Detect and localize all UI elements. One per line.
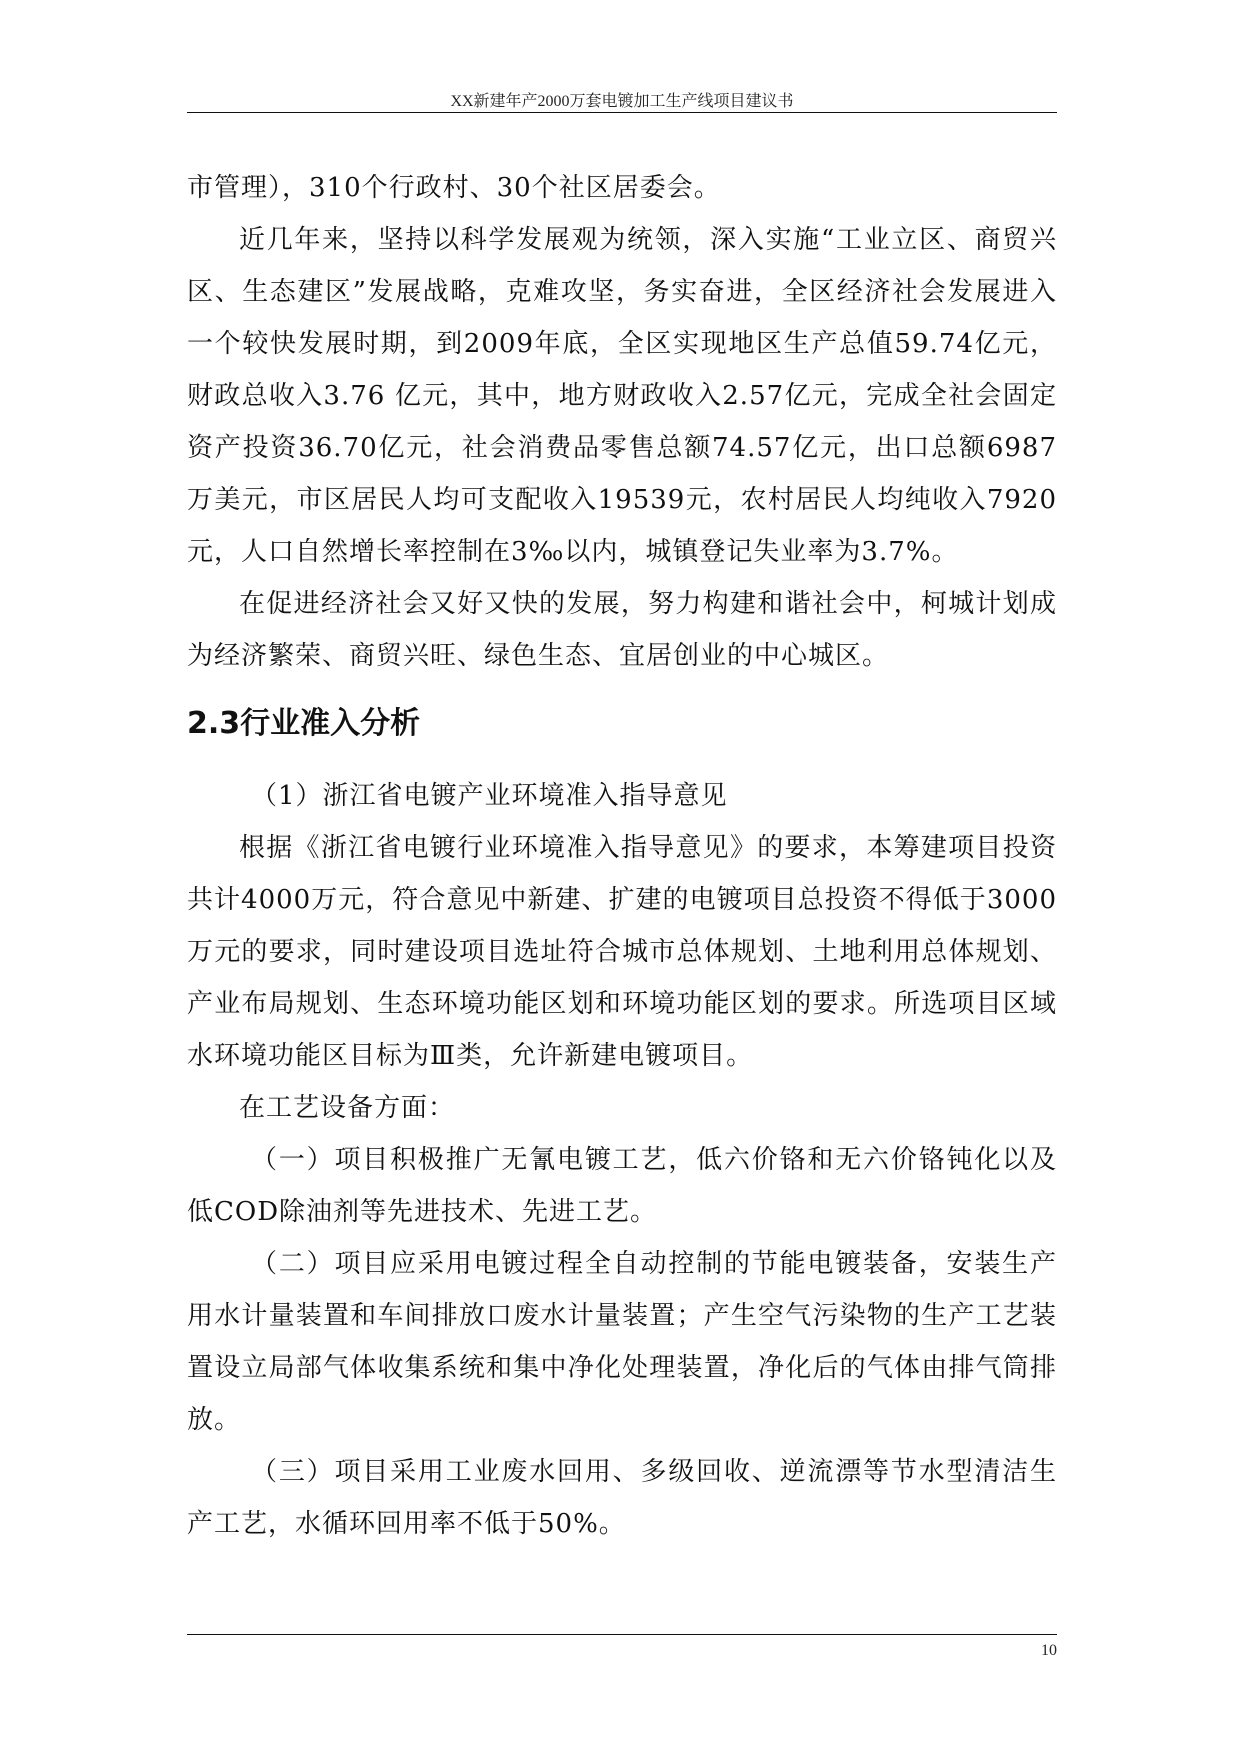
paragraph-access-guidance: 根据《浙江省电镀行业环境准入指导意见》的要求，本筹建项目投资共计4000万元，符合意见中新建、扩建的电镀项目总投资不得低于3000万元的要求，同时建设项目选址符合城市总体规划、土地利用总体规划、产业布局规划、生态环境功能区划和环境功能区划的要求。所选项目区域水环境功能区目标为Ⅲ类，允许新建电镀项目。 [187,833,1057,1071]
footer-rule [187,1634,1057,1635]
list-item-three: （三）项目采用工业废水回用、多级回收、逆流漂等节水型清洁生产工艺，水循环回用率不低于50%。 [187,1457,1057,1539]
list-item-one: （一）项目积极推广无氰电镀工艺，低六价铬和无六价铬钝化以及低COD除油剂等先进技术、先进工艺。 [187,1145,1057,1227]
page-body [187,162,1057,1550]
list-item-two: （二）项目应采用电镀过程全自动控制的节能电镀装备，安装生产用水计量装置和车间排放口废水计量装置；产生空气污染物的生产工艺装置设立局部气体收集系统和集中净化处理装置，净化后的气体由排气筒排放。 [187,1249,1057,1435]
subsection-title: （1）浙江省电镀产业环境准入指导意见 [251,781,728,811]
page-number: 10 [1041,1642,1057,1659]
paragraph-admin-divisions: 市管理），310个行政村、30个社区居委会。 [187,173,721,203]
running-header: XX新建年产2000万套电镀加工生产线项目建议书 [450,93,794,110]
paragraph-process-equipment: 在工艺设备方面： [239,1093,456,1123]
paragraph-city-plan: 在促进经济社会又好又快的发展，努力构建和谐社会中，柯城计划成为经济繁荣、商贸兴旺、绿色生态、宜居创业的中心城区。 [187,589,1057,671]
paragraph-economic-development: 近几年来，坚持以科学发展观为统领，深入实施“工业立区、商贸兴区、生态建区”发展战略，克难攻坚，务实奋进，全区经济社会发展进入一个较快发展时期，到2009年底，全区实现地区生产总值59.74亿元，财政总收入3.76 亿元，其中，地方财政收入2.57亿元，完成全社会固定资产投资36.70亿元，社会消费品零售总额74.57亿元，出口总额6987万美元，市区居民人均可支配收入19539元，农村居民人均纯收入7920元，人口自然增长率控制在3‰以内，城镇登记失业率为3.7%。 [187,225,1057,567]
section-heading: 2.3行业准入分析 [187,706,421,741]
header-rule [187,112,1057,113]
